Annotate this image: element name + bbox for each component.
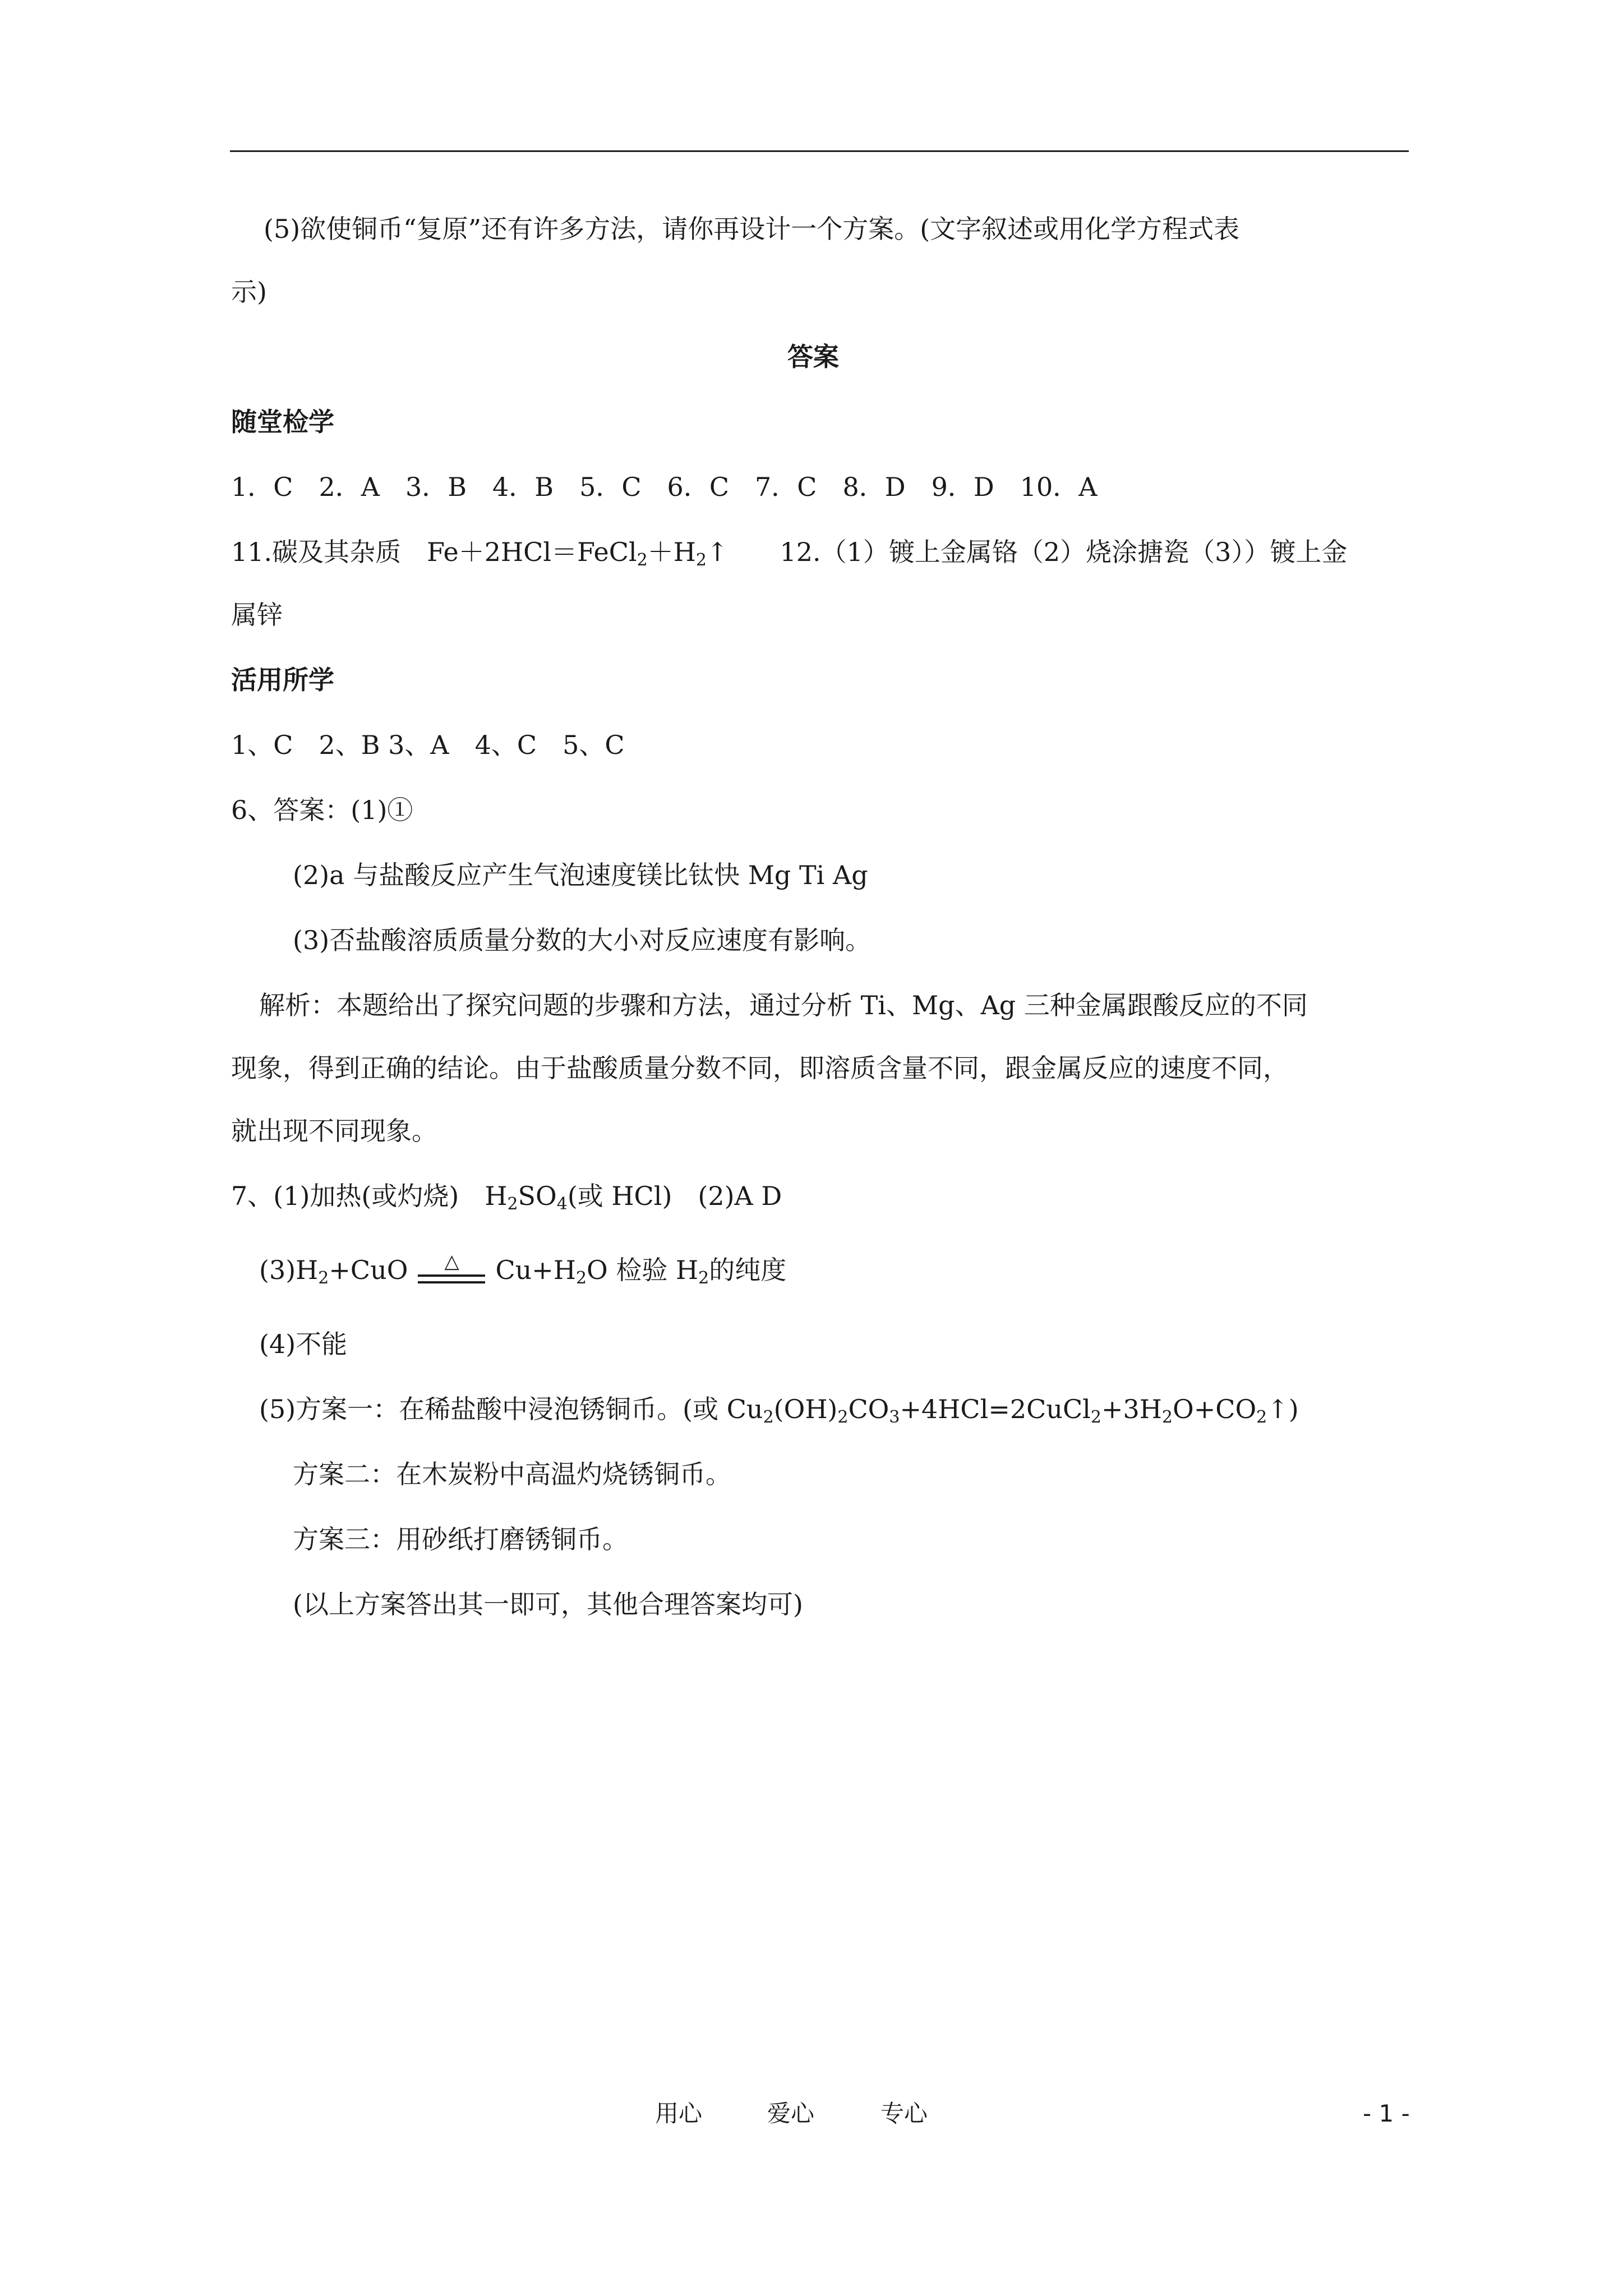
answer-11-12 <box>231 535 1347 569</box>
equation-text: +CuO <box>329 1255 408 1285</box>
footer-word-1: 用心 <box>655 2100 703 2127</box>
page-number: - 1 - <box>1363 2100 1410 2127</box>
subscript: 3 <box>889 1407 900 1427</box>
subscript: 2 <box>695 550 707 570</box>
subscript: 2 <box>698 1268 709 1288</box>
subscript: 2 <box>507 1194 518 1214</box>
item-7-text: (或 HCl) (2)A D <box>567 1181 782 1211</box>
answer-7-part-5-plan-1 <box>259 1392 1299 1426</box>
plan-text: ↑) <box>1267 1394 1299 1424</box>
subscript: 2 <box>318 1268 329 1288</box>
answer-7-plan-3: 方案三：用砂纸打磨锈铜币。 <box>293 1524 628 1554</box>
analysis-line-3: 就出现不同现象。 <box>231 1116 437 1146</box>
subscript: 4 <box>556 1194 568 1214</box>
section-title-huoyong: 活用所学 <box>231 665 334 695</box>
subscript: 2 <box>837 1407 849 1427</box>
item-7-text: SO <box>518 1181 557 1211</box>
equation-text: (3)H <box>259 1255 319 1285</box>
subscript: 2 <box>637 550 648 570</box>
item-7-text: 7、(1)加热(或灼烧) H <box>231 1181 508 1211</box>
answer-7-plan-2: 方案二：在木炭粉中高温灼烧锈铜币。 <box>293 1459 731 1489</box>
answer-7-part-4: (4)不能 <box>259 1329 348 1359</box>
q5-line-2: 示) <box>231 277 267 307</box>
item-12-text: ↑ 12.（1）镀上金属铬（2）烧涂搪瓷（3））镀上金 <box>706 537 1348 567</box>
subscript: 2 <box>763 1407 774 1427</box>
analysis-line-1: 解析：本题给出了探究问题的步骤和方法，通过分析 Ti、Mg、Ag 三种金属跟酸反应的不同 <box>259 990 1308 1020</box>
plan-text: O+CO <box>1173 1394 1257 1424</box>
footer-word-3: 专心 <box>880 2100 928 2127</box>
plan-text: (5)方案一：在稀盐酸中浸泡锈铜币。(或 Cu <box>259 1394 763 1424</box>
subscript: 2 <box>1090 1407 1101 1427</box>
equation-text: O 检验 H <box>587 1255 699 1285</box>
plan-text: (OH) <box>773 1394 838 1424</box>
plan-text: CO <box>848 1394 889 1424</box>
answer-6-part-2: (2)a 与盐酸反应产生气泡速度镁比钛快 Mg Ti Ag <box>293 860 868 890</box>
heating-condition-equals-sign <box>418 1250 485 1287</box>
section-2-choice-answers: 1、C 2、B 3、A 4、C 5、C <box>231 730 625 760</box>
subscript: 2 <box>1161 1407 1173 1427</box>
section-title-suitang: 随堂检学 <box>231 407 334 437</box>
analysis-line-2: 现象，得到正确的结论。由于盐酸质量分数不同，即溶质含量不同，跟金属反应的速度不同， <box>231 1053 1289 1083</box>
answer-6-part-1: 6、答案：(1)① <box>231 795 413 825</box>
answer-6-part-3: (3)否盐酸溶质质量分数的大小对反应速度有影响。 <box>293 925 872 955</box>
plan-text: +4HCl=2CuCl <box>900 1394 1091 1424</box>
answer-7-part-3-equation <box>259 1250 787 1288</box>
answer-12-continued: 属锌 <box>231 600 283 630</box>
item-11-text: 11.碳及其杂质 Fe＋2HCl＝FeCl <box>231 537 637 567</box>
subscript: 2 <box>575 1268 587 1288</box>
q5-line-1: (5)欲使铜币“复原”还有许多方法，请你再设计一个方案。(文字叙述或用化学方程式表 <box>264 214 1240 244</box>
answer-7-note: (以上方案答出其一即可，其他合理答案均可) <box>293 1589 803 1619</box>
section-1-choice-answers: 1．C 2．A 3．B 4．B 5．C 6．C 7．C 8．D 9．D 10．A <box>231 472 1098 502</box>
equation-text: 的纯度 <box>709 1255 787 1285</box>
delta-heat-symbol: △ <box>444 1250 459 1273</box>
answer-title: 答案 <box>787 342 839 372</box>
header-rule <box>230 150 1409 152</box>
footer-word-2: 爱心 <box>767 2100 815 2127</box>
plan-text: +3H <box>1101 1394 1162 1424</box>
item-11-text: ＋H <box>647 537 696 567</box>
answer-7-part-1-2 <box>231 1179 782 1213</box>
subscript: 2 <box>1256 1407 1267 1427</box>
equation-text: Cu+H <box>495 1255 576 1285</box>
